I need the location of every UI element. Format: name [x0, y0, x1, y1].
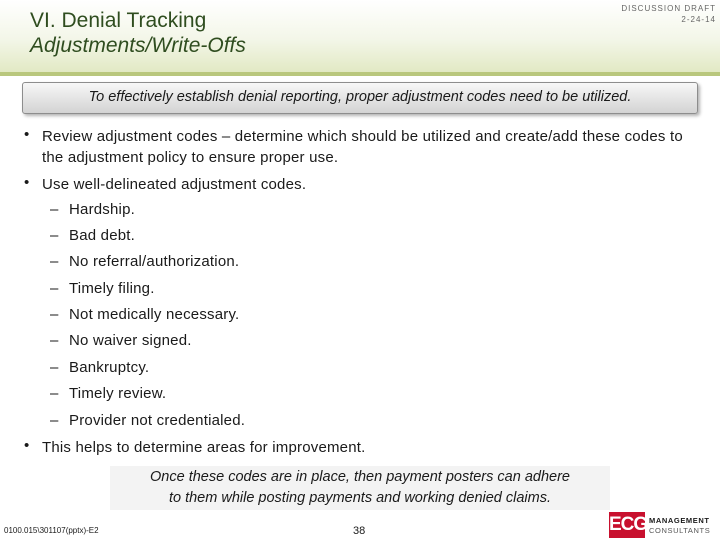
sub-item: Bad debt. — [69, 227, 136, 244]
slide-title: VI. Denial Tracking — [30, 9, 207, 32]
note-box — [110, 466, 610, 510]
dash-icon: – — [50, 280, 59, 297]
company-logo — [609, 512, 717, 538]
logo-mark: ECG — [609, 512, 645, 538]
draft-label: DISCUSSION DRAFT — [621, 4, 716, 13]
draft-date: 2-24-14 — [681, 15, 716, 24]
dash-icon: – — [50, 227, 59, 244]
bullet-icon: • — [24, 174, 30, 191]
logo-text-line2: CONSULTANTS — [649, 526, 711, 535]
sub-item: Timely filing. — [69, 280, 155, 297]
slide-subtitle: Adjustments/Write-Offs — [30, 34, 246, 57]
sub-item: No referral/authorization. — [69, 253, 240, 270]
dash-icon: – — [50, 201, 59, 218]
sub-item: Not medically necessary. — [69, 306, 240, 323]
sub-item: No waiver signed. — [69, 332, 192, 349]
dash-icon: – — [50, 332, 59, 349]
sub-item: Bankruptcy. — [69, 359, 150, 376]
note-text — [110, 467, 610, 509]
dash-icon: – — [50, 412, 59, 429]
document-number: 0100.015\301107(pptx)-E2 — [4, 526, 99, 535]
note-line: to them while posting payments and working denied claims. — [168, 490, 552, 506]
page-number: 38 — [353, 525, 366, 537]
bullet-item-review-codes: Review adjustment codes – determine which should be utilized and create/add these codes to the adjustment policy to ensure proper use. — [42, 128, 683, 166]
logo-text-line1: MANAGEMENT — [649, 516, 710, 525]
callout-box — [22, 82, 698, 114]
dash-icon: – — [50, 359, 59, 376]
sub-item: Hardship. — [69, 201, 135, 218]
draft-stamp — [621, 3, 716, 25]
bullet-icon: • — [24, 126, 30, 143]
dash-icon: – — [50, 253, 59, 270]
callout-text: To effectively establish denial reporting, proper adjustment codes need to be utilized. — [88, 89, 632, 105]
sub-item: Timely review. — [69, 385, 167, 402]
bullet-icon: • — [24, 437, 30, 454]
title-divider — [0, 72, 720, 76]
dash-icon: – — [50, 385, 59, 402]
bullet-item-improvement: This helps to determine areas for improvement. — [42, 439, 366, 456]
note-line: Once these codes are in place, then payment posters can adhere — [150, 469, 570, 485]
dash-icon: – — [50, 306, 59, 323]
bullet-item-adjustment-codes: Use well-delineated adjustment codes. — [42, 176, 307, 193]
sub-item: Provider not credentialed. — [69, 412, 246, 429]
